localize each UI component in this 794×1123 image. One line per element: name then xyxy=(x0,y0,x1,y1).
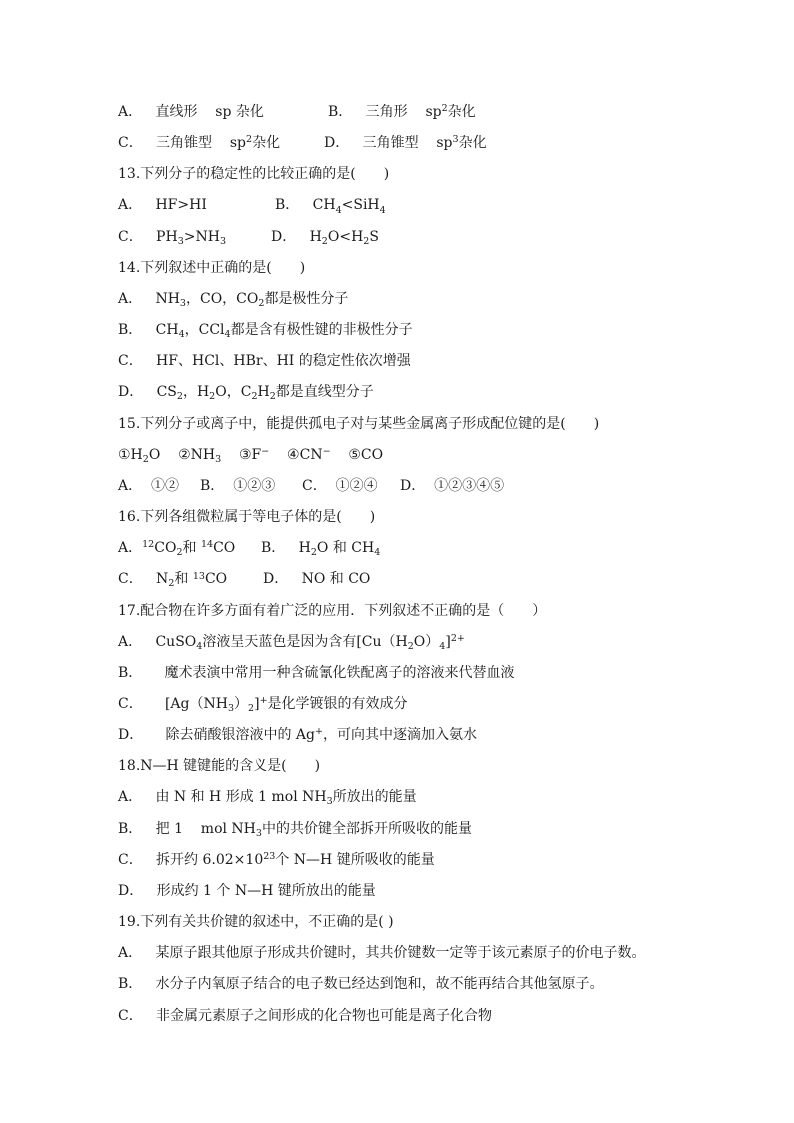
q16-option-b: B． $H_2O$ 和 $CH_4$ xyxy=(261,540,381,559)
q16-option-c: C． $N_2$和 $^{13}$CO xyxy=(118,570,228,590)
q16-option-d: D． NO 和 CO xyxy=(263,571,371,588)
q12-option-b: B． 三角形 $sp^2$杂化 xyxy=(328,103,476,120)
q14-option-b: B． $CH_4$，CCl$_4$都是含有极性键的非极性分子 xyxy=(118,322,413,341)
q12-option-d: D． 三角锥型 $sp^3$杂化 xyxy=(324,134,487,152)
q18-option-d: D． 形成约 1 个 N—H 键所放出的能量 xyxy=(118,882,376,899)
q18-stem: 18.N—H 键键能的含义是( ) xyxy=(118,758,321,775)
q16-stem: 16.下列各组微粒属于等电子体的是( ) xyxy=(118,509,376,526)
q15-species-list: $①H_2O$ $②NH_3$ ③F− ④CN− ⑤CO xyxy=(118,445,384,465)
q13-stem: 13.下列分子的稳定性的比较正确的是( ) xyxy=(118,166,390,183)
q14-option-d: D． $CS_2$，$H_2O$，$C_2H_2$都是直线型分子 xyxy=(118,384,374,403)
q15-option-d: D． ①②③④⑤ xyxy=(400,477,505,494)
q15-options-row xyxy=(118,471,718,502)
q14-option-a: A． $NH_3$，CO，$CO_2$都是极性分子 xyxy=(118,290,349,309)
q15-option-c: C． ①②④ xyxy=(302,477,378,494)
q13-option-a: A． HF>HI xyxy=(118,197,207,214)
q16-options-row-1 xyxy=(118,533,718,564)
q19-option-a: A． 某原子跟其他原子形成共价键时，其共价键数一定等于该元素原子的价电子数。 xyxy=(118,945,646,962)
q17-option-d: D． 除去硝酸银溶液中的 Ag+，可向其中逐滴加入氨水 xyxy=(118,726,477,744)
q13-options-row-2 xyxy=(118,222,718,253)
q17-option-a: A． CuSO$_4$溶液呈天蓝色是因为含有$[Cu(H_2O)_4]^{2+}$ xyxy=(118,632,465,652)
q15-stem: 15.下列分子或离子中，能提供孤电子对与某些金属离子形成配位键的是( ) xyxy=(118,415,600,432)
q15-option-b: B． ①②③ xyxy=(200,477,276,494)
q17-option-c: C． $[Ag(NH_3)_2]^+$是化学镀银的有效成分 xyxy=(118,695,408,714)
q13-option-c: C． $PH_3>NH_3$ xyxy=(118,228,227,247)
q19-option-c: C． 非金属元素原子之间形成的化合物也可能是离子化合物 xyxy=(118,1007,493,1024)
q18-option-a: A． 由 N 和 H 形成 1 mol $NH_3$所放出的能量 xyxy=(118,789,417,808)
q19-option-b: B． 水分子内氧原子结合的电子数已经达到饱和，故不能再结合其他氢原子。 xyxy=(118,976,604,993)
q16-options-row-2 xyxy=(118,564,718,595)
q12-option-c: C． 三角锥型 $sp^2$杂化 xyxy=(118,134,281,152)
q12-options-row-1 xyxy=(118,97,718,128)
q13-options-row-1 xyxy=(118,190,718,221)
q18-option-b: B． 把 1 mol $NH_3$中的共价键全部拆开所吸收的能量 xyxy=(118,820,472,839)
q18-option-c: C． 拆开约 $6.02\times 10^{23}$个 N—H 键所吸收的能量 xyxy=(118,851,435,868)
q13-option-b: B． $CH_4<SiH_4$ xyxy=(275,197,386,216)
q12-option-a: A． 直线形 sp 杂化 xyxy=(118,104,264,120)
q17-stem: 17.配合物在许多方面有着广泛的应用．下列叙述不正确的是（ ） xyxy=(118,602,547,619)
exam-page xyxy=(118,97,718,1032)
q13-option-d: D． $H_2O<H_2S$ xyxy=(271,228,379,247)
q14-stem: 14.下列叙述中正确的是( ) xyxy=(118,259,306,276)
q16-option-a: A．$^{12}CO_2$和 $^{14}$CO xyxy=(118,539,236,559)
q15-option-a: A． ①② xyxy=(118,477,180,494)
q14-option-c: C． HF、HCl、HBr、HI 的稳定性依次增强 xyxy=(118,353,411,370)
q19-stem: 19.下列有关共价键的叙述中，不正确的是( ) xyxy=(118,914,394,931)
q17-option-b: B． 魔术表演中常用一种含硫氰化铁配离子的溶液来代替血液 xyxy=(118,664,515,681)
q12-options-row-2 xyxy=(118,128,718,159)
